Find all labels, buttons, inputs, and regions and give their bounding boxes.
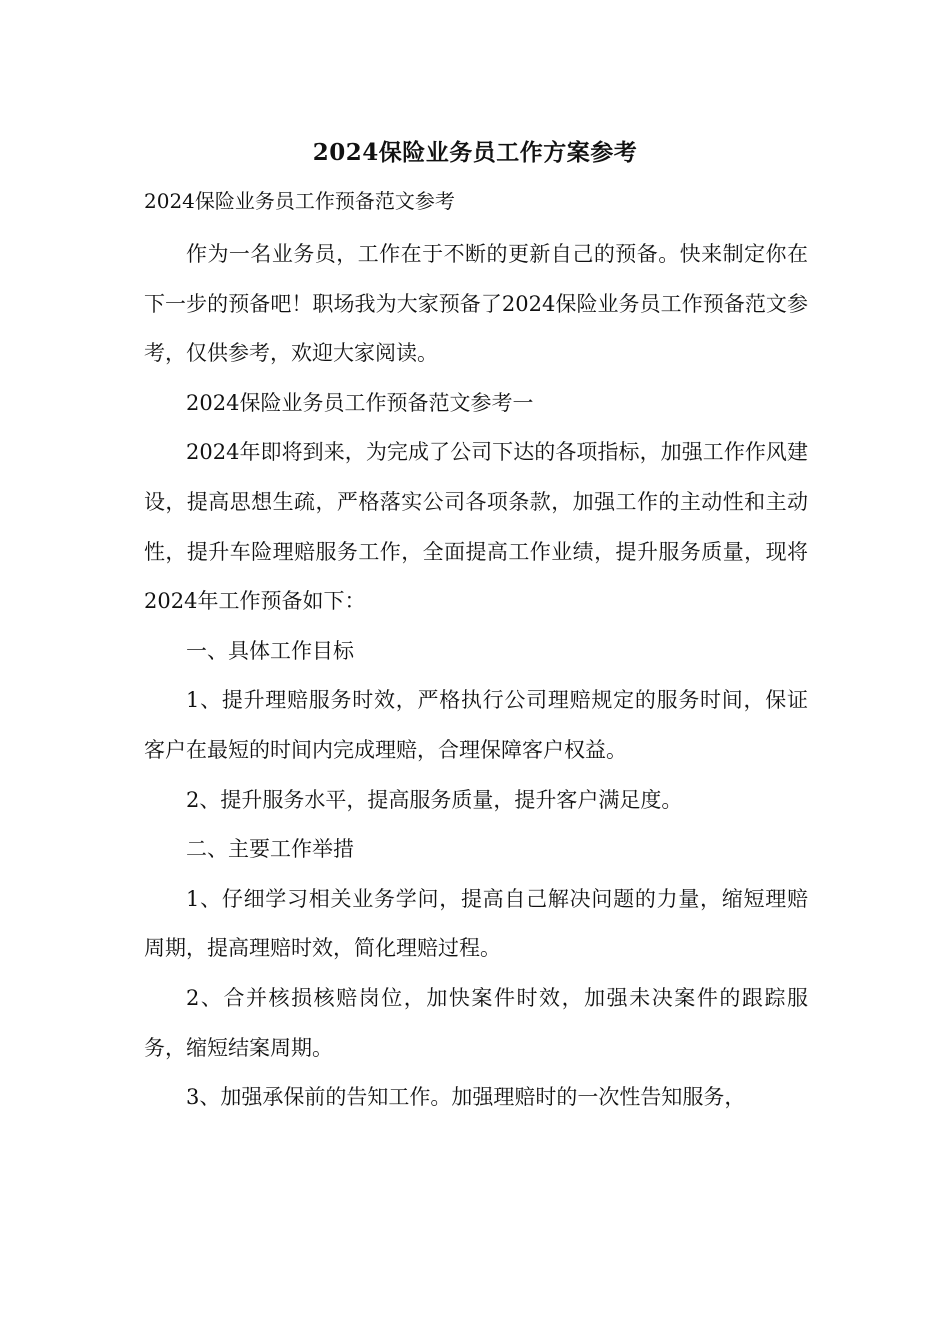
paragraph-measure-2: 2、合并核损核赔岗位，加快案件时效，加强未决案件的跟踪服务，缩短结案周期。 bbox=[144, 985, 808, 1060]
paragraph-heading-sample-one: 2024保险业务员工作预备范文参考一 bbox=[186, 390, 534, 415]
paragraph-measure-3: 3、加强承保前的告知工作。加强理赔时的一次性告知服务， bbox=[186, 1085, 746, 1110]
document-title: 2024保险业务员工作方案参考 bbox=[312, 139, 638, 166]
section-heading-measures: 二、主要工作举措 bbox=[186, 837, 354, 862]
paragraph-goal-2: 2、提升服务水平，提高服务质量，提升客户满足度。 bbox=[186, 787, 683, 812]
paragraph-overview: 2024年即将到来，为完成了公司下达的各项指标，加强工作作风建设，提高思想生疏，严格落实公司各项条款，加强工作的主动性和主动性，提升车险理赔服务工作，全面提高工作业绩，提升服务质量，现将2024年工作预备如下： bbox=[144, 440, 808, 614]
paragraph-measure-1: 1、仔细学习相关业务学问，提高自己解决问题的力量，缩短理赔周期，提高理赔时效，简化理赔过程。 bbox=[144, 886, 808, 961]
document-subtitle: 2024保险业务员工作预备范文参考 bbox=[144, 189, 455, 213]
paragraph-goal-1: 1、提升理赔服务时效，严格执行公司理赔规定的服务时间，保证客户在最短的时间内完成理赔，合理保障客户权益。 bbox=[144, 688, 808, 762]
document-body bbox=[144, 230, 808, 1123]
paragraph-intro: 作为一名业务员，工作在于不断的更新自己的预备。快来制定你在下一步的预备吧！职场我为大家预备了2024保险业务员工作预备范文参考，仅供参考，欢迎大家阅读。 bbox=[144, 242, 808, 366]
section-heading-goals: 一、具体工作目标 bbox=[186, 638, 354, 663]
